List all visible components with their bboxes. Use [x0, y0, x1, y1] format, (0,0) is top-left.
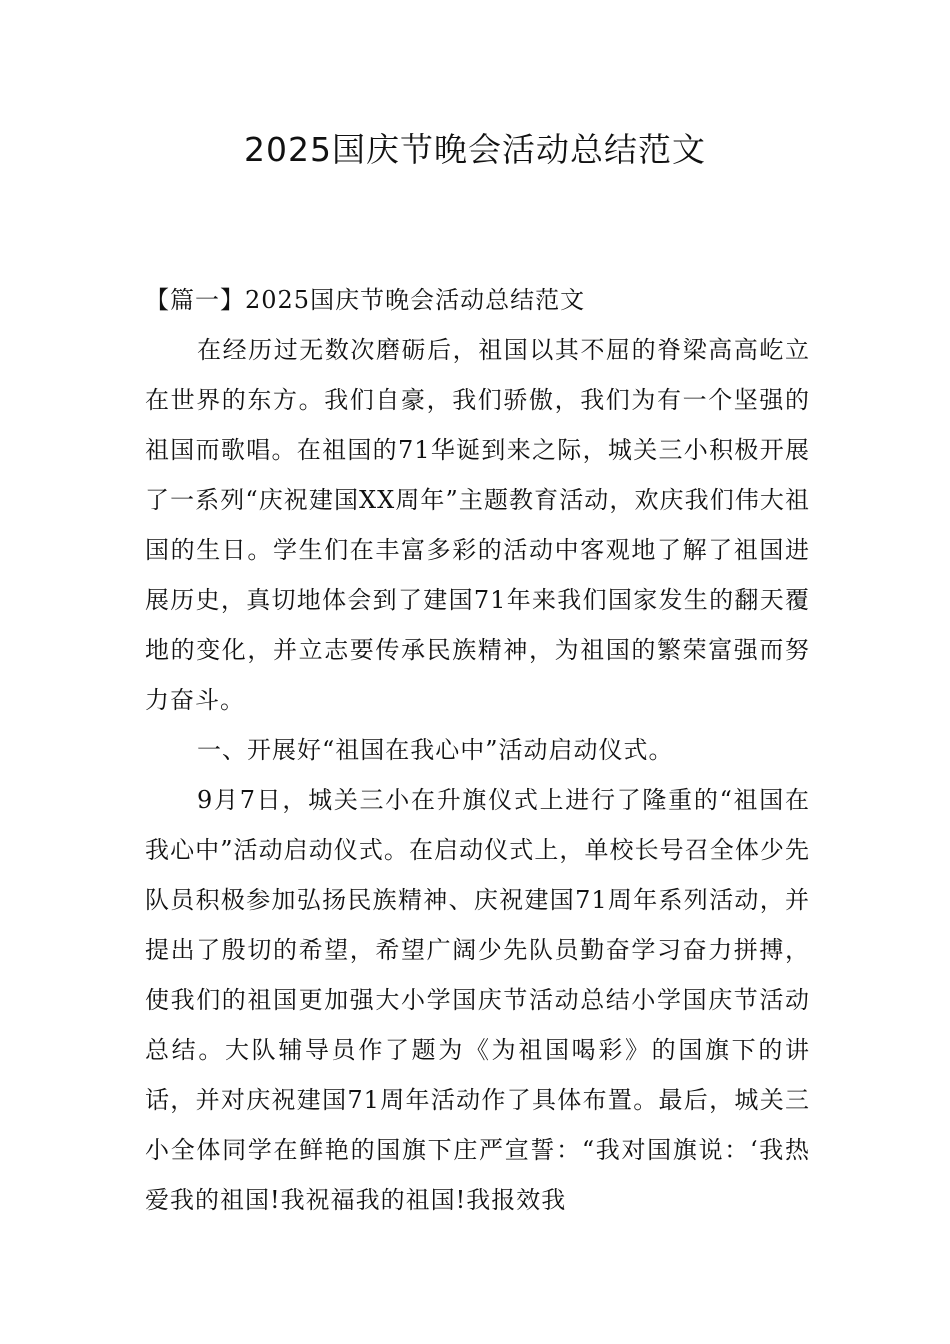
paragraph-subheading-1: 一、开展好“祖国在我心中”活动启动仪式。 [197, 736, 674, 764]
paragraph-intro: 在经历过无数次磨砺后，祖国以其不屈的脊梁高高屹立在世界的东方。我们自豪，我们骄傲，我们为有一个坚强的祖国而歌唱。在祖国的71华诞到来之际，城关三小积极开展了一系列“庆祝建国XX周年”主题教育活动，欢庆我们伟大祖国的生日。学生们在丰富多彩的活动中客观地了解了祖国进展历史，真切地体会到了建国71年来我们国家发生的翻天覆地的变化，并立志要传承民族精神，为祖国的繁荣富强而努力奋斗。 [145, 336, 810, 714]
document-body [145, 325, 810, 1225]
page-title: 2025国庆节晚会活动总结范文 [244, 130, 706, 169]
paragraph-ceremony: 9月7日，城关三小在升旗仪式上进行了隆重的“祖国在我心中”活动启动仪式。在启动仪式上，单校长号召全体少先队员积极参加弘扬民族精神、庆祝建国71周年系列活动，并提出了殷切的希望，希望广阔少先队员勤奋学习奋力拼搏，使我们的祖国更加强大小学国庆节活动总结小学国庆节活动总结。大队辅导员作了题为《为祖国喝彩》的国旗下的讲话，并对庆祝建国71周年活动作了具体布置。最后，城关三小全体同学在鲜艳的国旗下庄严宣誓：“我对国旗说：‘我热爱我的祖国!我祝福我的祖国!我报效我 [145, 786, 810, 1214]
section-heading: 【篇一】2025国庆节晚会活动总结范文 [145, 286, 586, 314]
